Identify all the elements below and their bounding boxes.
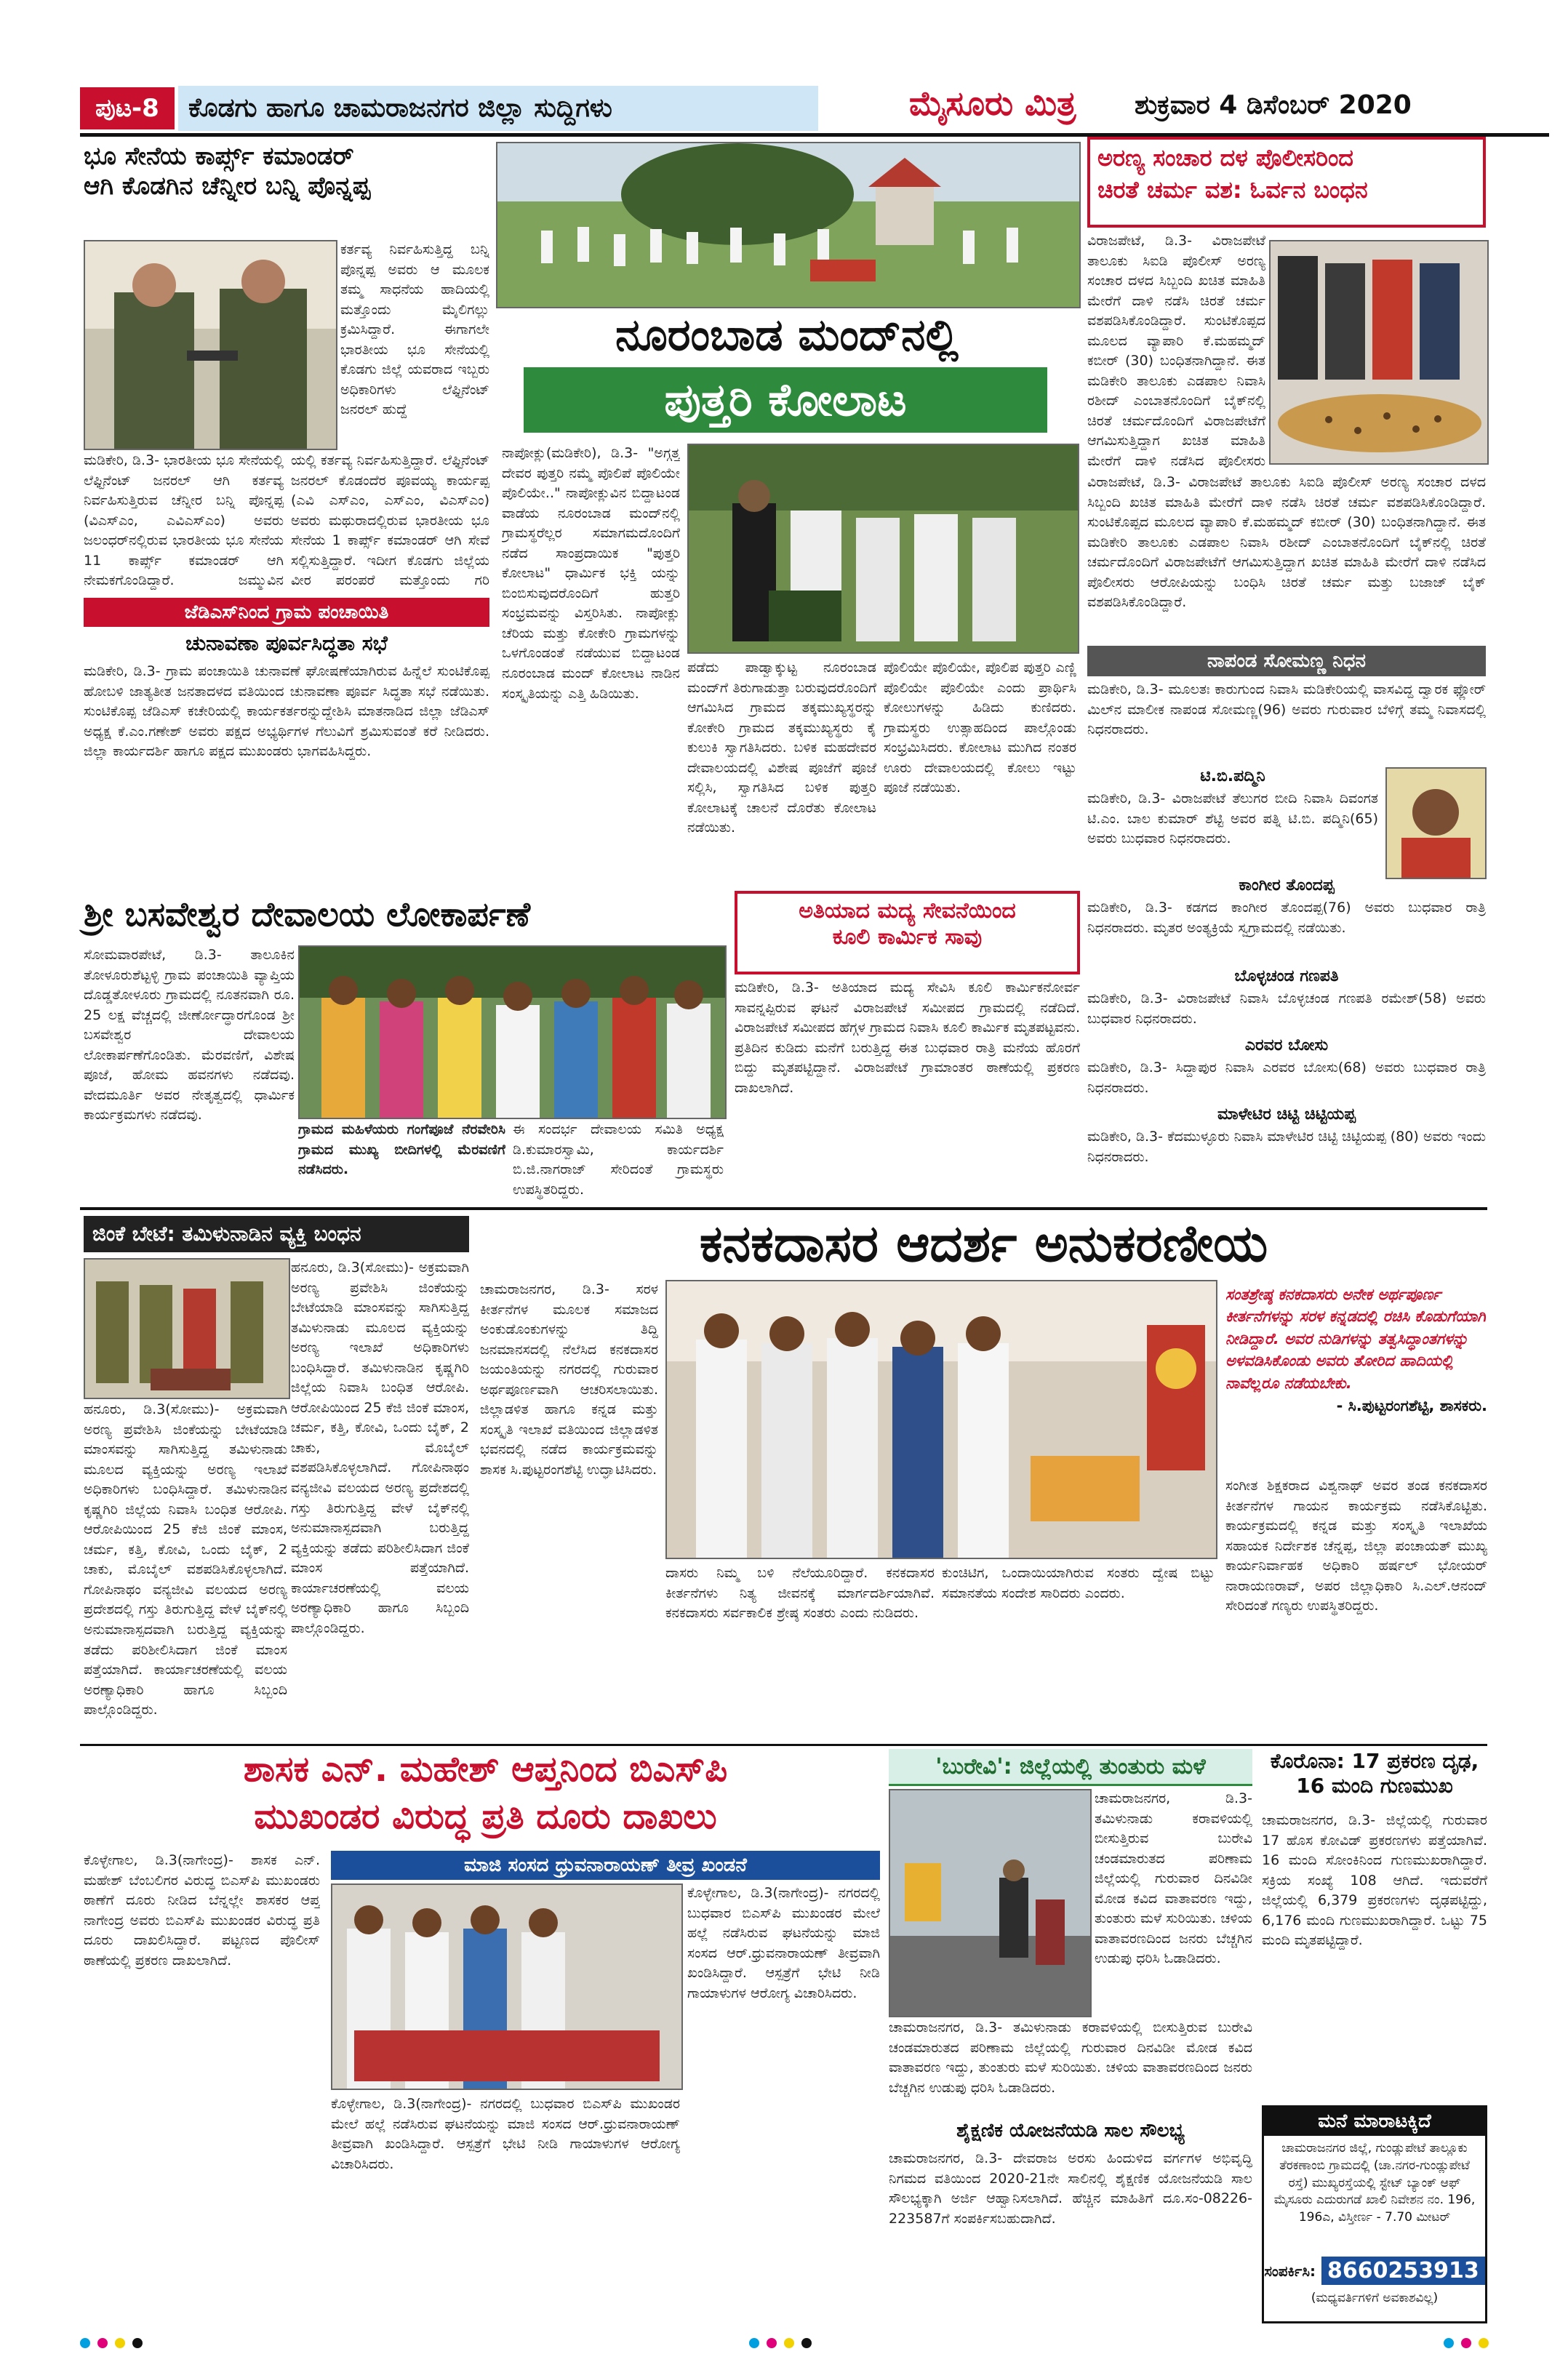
- yellow-dot: [1479, 2338, 1489, 2348]
- temple-headline: ಶ್ರೀ ಬಸವೇಶ್ವರ ದೇವಾಲಯ ಲೋಕಾರ್ಪಣೆ: [84, 894, 531, 934]
- deer-photo: [84, 1258, 290, 1399]
- panchayat-body: ಮಡಿಕೇರಿ, ಡಿ.3- ಗ್ರಾಮ ಪಂಚಾಯಿತಿ ಚುನಾವಣೆ ಘೋಷಣೆಯಾಗಿರುವ ಹಿನ್ನೆಲೆ ಸುಂಟಿಕೊಪ್ಪ ಹೋಬಳಿ ಜಾತ್ಯತೀತ ಜನತಾದಳದ ವತಿಯಿಂದ ಚುನಾವಣಾ ಪೂರ್ವ ಸಿದ್ಧತಾ ಸಭೆ ನಡೆಯಿತು. ಸುಂಟಿಕೊಪ್ಪ ಜೆಡಿಎಸ್ ಕಚೇರಿಯಲ್ಲಿ ಕಾರ್ಯಕರ್ತರನ್ನುದ್ದೇಶಿಸಿ ಮಾತನಾಡಿದ ಜಿಲ್ಲಾ ಜೆಡಿಎಸ್ ಅಧ್ಯಕ್ಷ ಕೆ.ಎಂ.ಗಣೇಶ್ ಅವರು ಪಕ್ಷದ ಅಭ್ಯರ್ಥಿಗಳ ಗೆಲುವಿಗೆ ಶ್ರಮಿಸುವಂತೆ ಕರೆ ನೀಡಿದರು. ಜಿಲ್ಲಾ ಕಾರ್ಯದರ್ಶಿ ಹಾಗೂ ಪಕ್ಷದ ಮುಖಂಡರು ಭಾಗವಹಿಸಿದ್ದರು.: [84, 663, 489, 760]
- magenta-dot: [767, 2338, 777, 2348]
- mahesh-sub-body-2: ಕೊಳ್ಳೇಗಾಲ, ಡಿ.3(ನಾಗೇಂದ್ರ)- ನಗರದಲ್ಲಿ ಬುಧವಾರ ಬಿಎಸ್‌ಪಿ ಮುಖಂಡರ ಮೇಲೆ ಹಲ್ಲೆ ನಡೆಸಿರುವ ಘಟನೆಯನ್ನು ಮಾಜಿ ಸಂಸದ ಆರ್.ಧ್ರುವನಾರಾಯಣ್ ತೀವ್ರವಾಗಿ ಖಂಡಿಸಿದ್ದಾರೆ. ಆಸ್ಪತ್ರೆಗೆ ಭೇಟಿ ನೀಡಿ ಗಾಯಾಳುಗಳ ಆರೋಗ್ಯ ವಿಚಾರಿಸಿದರು.: [331, 2096, 680, 2172]
- puttari-col1: ನಾಪೋಕ್ಲು(ಮಡಿಕೇರಿ), ಡಿ.3- "ಅಗ್ಗತ್ತ ದೇವರ ಪುತ್ತರಿ ನಮ್ಮೆ ಪೊಲಿಪೆ ಪೊಲಿಯೇ ಪೊಲಿಯೇ.." ನಾಪೋಕ್ಲುವಿನ ಬಿದ್ದಾಟಂಡ ವಾಡೆಯ ನೂರಂಬಾಡ ಮಂದ್‌ನಲ್ಲಿ ಗ್ರಾಮಸ್ಥರೆಲ್ಲರ ಸಮಾಗಮದೊಂದಿಗೆ ನಡೆದ ಸಾಂಪ್ರದಾಯಿಕ "ಪುತ್ತರಿ ಕೋಲಾಟ" ಧಾರ್ಮಿಕ ಭಕ್ತಿ ಯನ್ನು ಬಿಂಬಿಸುವುದರೊಂದಿಗೆ ಹುತ್ತರಿ ಸಂಭ್ರಮವನ್ನು ವಿಸ್ತರಿಸಿತು. ನಾಪೋಕ್ಲು ಚೆರಿಯ ಮತ್ತು ಕೋಕೇರಿ ಗ್ರಾಮಗಳನ್ನು ಒಳಗೊಂಡಂತೆ ನಡೆಯುವ ಬಿದ್ದಾಟಂಡ ನೂರಂಬಾಡ ಮಂದ್ ಕೋಲಾಟ ನಾಡಿನ ಸಂಸ್ಕೃತಿಯನ್ನು ಎತ್ತಿ ಹಿಡಿಯಿತು.: [502, 445, 680, 702]
- panchayat-kicker: ಜೆಡಿಎಸ್‌ನಿಂದ ಗ್ರಾಮ ಪಂಚಾಯಿತಿ: [84, 598, 489, 627]
- mahesh-sub-body: ಕೊಳ್ಳೇಗಾಲ, ಡಿ.3(ನಾಗೇಂದ್ರ)- ನಗರದಲ್ಲಿ ಬುಧವಾರ ಬಿಎಸ್‌ಪಿ ಮುಖಂಡರ ಮೇಲೆ ಹಲ್ಲೆ ನಡೆಸಿರುವ ಘಟನೆಯನ್ನು ಮಾಜಿ ಸಂಸದ ಆರ್.ಧ್ರುವನಾರಾಯಣ್ ತೀವ್ರವಾಗಿ ಖಂಡಿಸಿದ್ದಾರೆ. ಆಸ್ಪತ್ರೆಗೆ ಭೇಟಿ ನೀಡಿ ಗಾಯಾಳುಗಳ ಆರೋಗ್ಯ ವಿಚಾರಿಸಿದರು.: [687, 1885, 880, 2001]
- obit-name-bopasu: ಎರವರ ಬೋಸು: [1244, 1036, 1329, 1054]
- black-dot: [801, 2338, 812, 2348]
- kanakadasa-photo: [665, 1280, 1217, 1559]
- cyan-dot: [749, 2338, 759, 2348]
- leopard-body-a: ವಿರಾಜಪೇಟೆ, ಡಿ.3- ವಿರಾಜಪೇಟೆ ತಾಲೂಕು ಸಿಐಡಿ ಪೊಲೀಸ್ ಅರಣ್ಯ ಸಂಚಾರ ದಳದ ಸಿಬ್ಬಂದಿ ಖಚಿತ ಮಾಹಿತಿ ಮೇರೆಗೆ ದಾಳಿ ನಡೆಸಿ ಚಿರತೆ ಚರ್ಮ ವಶಪಡಿಸಿಕೊಂಡಿದ್ದಾರೆ. ಸುಂಟಿಕೊಪ್ಪದ ಮೂಲದ ವ್ಯಾಪಾರಿ ಕೆ.ಮಹಮ್ಮದ್ ಕಬೀರ್ (30) ಬಂಧಿತನಾಗಿದ್ದಾನೆ. ಈತ ಮಡಿಕೇರಿ ತಾಲೂಕು ಎಡಪಾಲ ನಿವಾಸಿ ರಶೀದ್ ಎಂಬಾತನೊಂದಿಗೆ ಬೈಕ್‌ನಲ್ಲಿ ಚಿರತೆ ಚರ್ಮದೊಂದಿಗೆ ವಿರಾಜಪೇಟೆಗೆ ಆಗಮಿಸುತ್ತಿದ್ದಾಗ ಖಚಿತ ಮಾಹಿತಿ ಮೇರೆಗೆ ದಾಳಿ ನಡೆಸಿದ ಪೊಲೀಸರು: [1087, 233, 1265, 470]
- ad-contact-label: ಸಂಪರ್ಕಿಸಿ:: [1264, 2262, 1316, 2280]
- deer-body-2: ಹನೂರು, ಡಿ.3(ಸೋಮು)- ಅಕ್ರಮವಾಗಿ ಅರಣ್ಯ ಪ್ರವೇಶಿಸಿ ಜಿಂಕೆಯನ್ನು ಬೇಟೆಯಾಡಿ ಮಾಂಸವನ್ನು ಸಾಗಿಸುತ್ತಿದ್ದ ತಮಿಳುನಾಡು ಮೂಲದ ವ್ಯಕ್ತಿಯನ್ನು ಅರಣ್ಯ ಇಲಾಖೆ ಅಧಿಕಾರಿಗಳು ಬಂಧಿಸಿದ್ದಾರೆ. ತಮಿಳುನಾಡಿನ ಕೃಷ್ಣಗಿರಿ ಜಿಲ್ಲೆಯ ನಿವಾಸಿ ಬಂಧಿತ ಆರೋಪಿ. ಆರೋಪಿಯಿಂದ 25 ಕೆಜಿ ಜಿಂಕೆ ಮಾಂಸ, ಚರ್ಮ, ಕತ್ತಿ, ಕೋವಿ, ಒಂದು ಬೈಕ್, 2 ಚಾಕು, ಮೊಬೈಲ್ ವಶಪಡಿಸಿಕೊಳ್ಳಲಾಗಿದೆ. ಗೋಪಿನಾಥಂ ವನ್ಯಜೀವಿ ವಲಯದ ಅರಣ್ಯ ಪ್ರದೇಶದಲ್ಲಿ ಗಸ್ತು ತಿರುಗುತ್ತಿದ್ದ ವೇಳೆ ಬೈಕ್‌ನಲ್ಲಿ ಅನುಮಾನಾಸ್ಪದವಾಗಿ ಬರುತ್ತಿದ್ದ ವ್ಯಕ್ತಿಯನ್ನು ತಡೆದು ಪರಿಶೀಲಿಸಿದಾಗ ಜಿಂಕೆ ಮಾಂಸ ಪತ್ತೆಯಾಗಿದೆ. ಕಾರ್ಯಾಚರಣೆಯಲ್ಲಿ ವಲಯ ಅರಣ್ಯಾಧಿಕಾರಿ ಹಾಗೂ ಸಿಬ್ಬಂದಿ ಪಾಲ್ಗೊಂಡಿದ್ದರು.: [84, 1401, 287, 1718]
- ad-body: ಚಾಮರಾಜನಗರ ಜಿಲ್ಲೆ, ಗುಂಡ್ಲುಪೇಟೆ ತಾಲ್ಲೂಕು ತೆರಕಣಾಂಬಿ ಗ್ರಾಮದಲ್ಲಿ (ಚಾ.ನಗರ-ಗುಂಡ್ಲುಪೇಟೆ ರಸ್ತೆ) ಮುಖ್ಯರಸ್ತೆಯಲ್ಲಿ ಸ್ಟೇಟ್ ಬ್ಯಾಂಕ್ ಆಫ್ ಮೈಸೂರು ಎದುರುಗಡೆ ಖಾಲಿ ನಿವೇಶನ ನಂ. 196, 196ಎ, ವಿಸ್ತೀರ್ಣ - 7.70 ಮೀಟರ್: [1273, 2141, 1476, 2225]
- registration-marks-left: [80, 2338, 143, 2348]
- masthead: ಮೈಸೂರು ಮಿತ್ರ: [909, 84, 1076, 123]
- puttari-photo-main: [496, 142, 1081, 308]
- deer-band: ಜಿಂಕೆ ಬೇಟೆ: ತಮಿಳುನಾಡಿನ ವ್ಯಕ್ತಿ ಬಂಧನ: [84, 1216, 469, 1252]
- burevi-photo: [889, 1789, 1092, 2017]
- leopard-photo: [1269, 240, 1489, 465]
- divider: [80, 1207, 1487, 1210]
- pull-quote-text: ಸಂತಶ್ರೇಷ್ಠ ಕನಕದಾಸರು ಅನೇಕ ಅರ್ಥಪೂರ್ಣ ಕೀರ್ತನೆಗಳನ್ನು ಸರಳ ಕನ್ನಡದಲ್ಲಿ ರಚಿಸಿ ಕೊಡುಗೆಯಾಗಿ ನೀಡಿದ್ದಾರೆ. ಅವರ ನುಡಿಗಳನ್ನು ತತ್ವಸಿದ್ಧಾಂತಗಳನ್ನು ಅಳವಡಿಸಿಕೊಂಡು ಅವರು ತೋರಿದ ಹಾದಿಯಲ್ಲಿ ನಾವೆಲ್ಲರೂ ನಡೆಯಬೇಕು.: [1225, 1286, 1486, 1392]
- obit-portrait: [1385, 767, 1487, 879]
- general-photo: [84, 240, 337, 450]
- yellow-dot: [784, 2338, 794, 2348]
- obit-padmini: ಮಡಿಕೇರಿ, ಡಿ.3- ವಿರಾಜಪೇಟೆ ತೆಲುಗರ ಬೀದಿ ನಿವಾಸಿ ದಿವಂಗತ ಟಿ.ಎಂ. ಬಾಲ ಕುಮಾರ್ ಶೆಟ್ಟಿ ಅವರ ಪತ್ನಿ ಟಿ.ಬಿ. ಪದ್ಮಿನಿ(65) ಅವರು ಬುಧವಾರ ನಿಧನರಾದರು.: [1087, 790, 1378, 847]
- ad-note: (ಮಧ್ಯವರ್ತಿಗಳಿಗೆ ಅವಕಾಶವಿಲ್ಲ): [1311, 2291, 1439, 2305]
- kanakadasa-col2: ದಾಸರು ನಿಮ್ಮ ಬಳಿ ನೆಲೆಯೂರಿದ್ದಾರೆ. ಕನಕದಾಸರ ಕೀರ್ತನೆಗಳು ನಿತ್ಯ ಜೀವನಕ್ಕೆ ಮಾರ್ಗದರ್ಶಿಯಾಗಿವೆ. ಕನಕದಾಸರು ಸರ್ವಕಾಲಿಕ ಶ್ರೇಷ್ಠ ಸಂತರು ಎಂದು ನುಡಿದರು.: [665, 1565, 935, 1622]
- obit-somanna: ಮಡಿಕೇರಿ, ಡಿ.3- ಮೂಲತಃ ಕಾರುಗುಂದ ನಿವಾಸಿ ಮಡಿಕೇರಿಯಲ್ಲಿ ವಾಸವಿದ್ದ ದ್ವಾರಕ ಫ್ಲೋರ್ ಮಿಲ್‌ನ ಮಾಲೀಕ ನಾಪಂಡ ಸೋಮಣ್ಣ(96) ಅವರು ಗುರುವಾರ ಬೆಳಿಗ್ಗೆ ತಮ್ಮ ನಿವಾಸದಲ್ಲಿ ನಿಧನರಾದರು.: [1087, 681, 1486, 738]
- obit-bopasu: ಮಡಿಕೇರಿ, ಡಿ.3- ಸಿದ್ದಾಪುರ ನಿವಾಸಿ ಎರವರ ಬೋಸು(68) ಅವರು ಬುಧವಾರ ರಾತ್ರಿ ನಿಧನರಾದರು.: [1087, 1060, 1486, 1096]
- labourer-body: ಮಡಿಕೇರಿ, ಡಿ.3- ಅತಿಯಾದ ಮದ್ಯ ಸೇವಿಸಿ ಕೂಲಿ ಕಾರ್ಮಿಕನೋರ್ವ ಸಾವನ್ನಪ್ಪಿರುವ ಘಟನೆ ವಿರಾಜಪೇಟೆ ಸಮೀಪದ ಗ್ರಾಮದಲ್ಲಿ ನಡೆದಿದೆ. ವಿರಾಜಪೇಟೆ ಸಮೀಪದ ಹೆಗ್ಗಳ ಗ್ರಾಮದ ನಿವಾಸಿ ಕೂಲಿ ಕಾರ್ಮಿಕ ಮೃತಪಟ್ಟವನು. ಪ್ರತಿದಿನ ಕುಡಿದು ಮನೆಗೆ ಬರುತ್ತಿದ್ದ ಈತ ಬುಧವಾರ ರಾತ್ರಿ ಮನೆಯ ಹೊರಗೆ ಬಿದ್ದು ಮೃತಪಟ್ಟಿದ್ದಾನೆ. ವಿರಾಜಪೇಟೆ ಗ್ರಾಮಾಂತರ ಠಾಣೆಯಲ್ಲಿ ಪ್ರಕರಣ ದಾಖಲಾಗಿದೆ.: [735, 980, 1080, 1096]
- puttari-photo-2: [687, 444, 1079, 654]
- burevi-body-2: ಚಾಮರಾಜನಗರ, ಡಿ.3- ತಮಿಳುನಾಡು ಕರಾವಳಿಯಲ್ಲಿ ಬೀಸುತ್ತಿರುವ ಬುರೇವಿ ಚಂಡಮಾರುತದ ಪರಿಣಾಮ ಜಿಲ್ಲೆಯಲ್ಲಿ ಗುರುವಾರ ದಿನವಿಡೀ ಮೋಡ ಕವಿದ ವಾತಾವರಣ ಇದ್ದು, ತುಂತುರು ಮಳೆ ಸುರಿಯಿತು. ಚಳಿಯ ವಾತಾವರಣದಿಂದ ಜನರು ಬೆಚ್ಚಗಿನ ಉಡುಪು ಧರಿಸಿ ಓಡಾಡಿದರು.: [889, 2019, 1252, 2096]
- obit-name-chittiyappa: ಮಾಳೇಟಿರ ಚಿಟ್ಟಿ ಚಿಟ್ಟಿಯಪ್ಪ: [1217, 1105, 1356, 1124]
- mahesh-headline-1: ಶಾಸಕ ಎನ್. ಮಹೇಶ್ ಆಪ್ತನಿಂದ ಬಿಎಸ್‌ಪಿ: [243, 1749, 728, 1790]
- mahesh-sub-band: ಮಾಜಿ ಸಂಸದ ಧ್ರುವನಾರಾಯಣ್ ತೀವ್ರ ಖಂಡನೆ: [331, 1851, 880, 1880]
- obit-name-ganapathi: ಬೊಳ್ಳಚಂಡ ಗಣಪತಿ: [1234, 967, 1339, 985]
- temple-photo: [298, 945, 727, 1119]
- kanakadasa-pull-quote: [1225, 1284, 1487, 1473]
- temple-caption: ಗ್ರಾಮದ ಮಹಿಳೆಯರು ಗಂಗೆಪೂಜೆ ನೆರವೇರಿಸಿ ಗ್ರಾಮದ ಮುಖ್ಯ ಬೀದಿಗಳಲ್ಲಿ ಮೆರವಣಿಗೆ ನಡೆಸಿದರು.: [298, 1121, 505, 1178]
- obit-chittiyappa: ಮಡಿಕೇರಿ, ಡಿ.3- ಕೆದಮುಳ್ಳೂರು ನಿವಾಸಿ ಮಾಳೇಟಿರ ಚಿಟ್ಟಿ ಚಿಟ್ಟಿಯಪ್ಪ (80) ಅವರು ಇಂದು ನಿಧನರಾದರು.: [1087, 1129, 1486, 1165]
- general-body-mid: ಯಲ್ಲಿ ಕರ್ತವ್ಯ ನಿರ್ವಹಿಸುತ್ತಿದ್ದಾರೆ. ಲೆಫ್ಟಿನೆಂಟ್ ಜನರಲ್ ಕೊಡಂದೆರ ಪೂವಯ್ಯ ಕಾರ್ಯಪ್ಪ (ಎವಿ ಎಸ್‌ಎಂ, ಎಸ್‌ಎಂ, ವಿಎಸ್‌ಎಂ) ಅವರು ಮಥುರಾದಲ್ಲಿರುವ ಭಾರತೀಯ ಭೂ ಸೇನೆಯ 1 ಕಾರ್ಪ್ಸ್ ಕಮಾಂಡರ್ ಆಗಿ ಸೇವೆ ಸಲ್ಲಿಸುತ್ತಿದ್ದಾರೆ. ಇದೀಗ ಕೊಡಗು ಜಿಲ್ಲೆಯ ವೀರ ಪರಂಪರೆ ಮತ್ತೊಂದು ಗರಿ: [291, 452, 489, 589]
- kanakadasa-col1: ಚಾಮರಾಜನಗರ, ಡಿ.3- ಸರಳ ಕೀರ್ತನೆಗಳ ಮೂಲಕ ಸಮಾಜದ ಅಂಕುಡೊಂಕುಗಳನ್ನು ತಿದ್ದಿ ಜನಮಾನಸದಲ್ಲಿ ನೆಲೆಸಿದ ಕನಕದಾಸರ ಜಯಂತಿಯನ್ನು ನಗರದಲ್ಲಿ ಗುರುವಾರ ಅರ್ಥಪೂರ್ಣವಾಗಿ ಆಚರಿಸಲಾಯಿತು. ಜಿಲ್ಲಾಡಳಿತ ಹಾಗೂ ಕನ್ನಡ ಮತ್ತು ಸಂಸ್ಕೃತಿ ಇಲಾಖೆ ವತಿಯಿಂದ ಜಿಲ್ಲಾಡಳಿತ ಭವನದಲ್ಲಿ ನಡೆದ ಕಾರ್ಯಕ್ರಮವನ್ನು ಶಾಸಕ ಸಿ.ಪುಟ್ಟರಂಗಶೆಟ್ಟಿ ಉದ್ಘಾಟಿಸಿದರು.: [480, 1281, 658, 1478]
- magenta-dot: [97, 2338, 108, 2348]
- ad-phone: 8660253913: [1321, 2257, 1485, 2285]
- puttari-col3: ಪೊಲಿಯೇ ಪೊಲಿಯೇ, ಪೊಲಿಪ ಪುತ್ತರಿ ಎಣ್ಣಿ ಪೊಲಿಯೇ ಪೊಲಿಯೇ ಎಂದು ಪ್ರಾರ್ಥಿಸಿ ಕೋಲುಗಳನ್ನು ಹಿಡಿದು ಕುಣಿದರು. ಗ್ರಾಮಸ್ಥರು ಉತ್ಸಾಹದಿಂದ ಪಾಲ್ಗೊಂಡು ಸಂಭ್ರಮಿಸಿದರು. ಕೋಲಾಟ ಮುಗಿದ ನಂತರ ಊರು ದೇವಾಲಯದಲ್ಲಿ ಕೋಲು ಇಟ್ಟು ಪೂಜೆ ನಡೆಯಿತು.: [884, 660, 1076, 796]
- puttari-headline-1: ನೂರಂಬಾಡ ಮಂದ್‌ನಲ್ಲಿ: [615, 310, 959, 361]
- puttari-headline-2: ಪುತ್ತರಿ ಕೋಲಾಟ: [524, 367, 1047, 433]
- deer-body: ಹನೂರು, ಡಿ.3(ಸೋಮು)- ಅಕ್ರಮವಾಗಿ ಅರಣ್ಯ ಪ್ರವೇಶಿಸಿ ಜಿಂಕೆಯನ್ನು ಬೇಟೆಯಾಡಿ ಮಾಂಸವನ್ನು ಸಾಗಿಸುತ್ತಿದ್ದ ತಮಿಳುನಾಡು ಮೂಲದ ವ್ಯಕ್ತಿಯನ್ನು ಅರಣ್ಯ ಇಲಾಖೆ ಅಧಿಕಾರಿಗಳು ಬಂಧಿಸಿದ್ದಾರೆ. ತಮಿಳುನಾಡಿನ ಕೃಷ್ಣಗಿರಿ ಜಿಲ್ಲೆಯ ನಿವಾಸಿ ಬಂಧಿತ ಆರೋಪಿ. ಆರೋಪಿಯಿಂದ 25 ಕೆಜಿ ಜಿಂಕೆ ಮಾಂಸ, ಚರ್ಮ, ಕತ್ತಿ, ಕೋವಿ, ಒಂದು ಬೈಕ್, 2 ಚಾಕು, ಮೊಬೈಲ್ ವಶಪಡಿಸಿಕೊಳ್ಳಲಾಗಿದೆ. ಗೋಪಿನಾಥಂ ವನ್ಯಜೀವಿ ವಲಯದ ಅರಣ್ಯ ಪ್ರದೇಶದಲ್ಲಿ ಗಸ್ತು ತಿರುಗುತ್ತಿದ್ದ ವೇಳೆ ಬೈಕ್‌ನಲ್ಲಿ ಅನುಮಾನಾಸ್ಪದವಾಗಿ ಬರುತ್ತಿದ್ದ ವ್ಯಕ್ತಿಯನ್ನು ತಡೆದು ಪರಿಶೀಲಿಸಿದಾಗ ಜಿಂಕೆ ಮಾಂಸ ಪತ್ತೆಯಾಗಿದೆ. ಕಾರ್ಯಾಚರಣೆಯಲ್ಲಿ ವಲಯ ಅರಣ್ಯಾಧಿಕಾರಿ ಹಾಗೂ ಸಿಬ್ಬಂದಿ ಪಾಲ್ಗೊಂಡಿದ್ದರು.: [291, 1260, 469, 1636]
- leopard-body-b: ವಿರಾಜಪೇಟೆ, ಡಿ.3- ವಿರಾಜಪೇಟೆ ತಾಲೂಕು ಸಿಐಡಿ ಪೊಲೀಸ್ ಅರಣ್ಯ ಸಂಚಾರ ದಳದ ಸಿಬ್ಬಂದಿ ಖಚಿತ ಮಾಹಿತಿ ಮೇರೆಗೆ ದಾಳಿ ನಡೆಸಿ ಚಿರತೆ ಚರ್ಮ ವಶಪಡಿಸಿಕೊಂಡಿದ್ದಾರೆ. ಸುಂಟಿಕೊಪ್ಪದ ಮೂಲದ ವ್ಯಾಪಾರಿ ಕೆ.ಮಹಮ್ಮದ್ ಕಬೀರ್ (30) ಬಂಧಿತನಾಗಿದ್ದಾನೆ. ಈತ ಮಡಿಕೇರಿ ತಾಲೂಕು ಎಡಪಾಲ ನಿವಾಸಿ ರಶೀದ್ ಎಂಬಾತನೊಂದಿಗೆ ಬೈಕ್‌ನಲ್ಲಿ ಚಿರತೆ ಚರ್ಮದೊಂದಿಗೆ ವಿರಾಜಪೇಟೆಗೆ ಆಗಮಿಸುತ್ತಿದ್ದಾಗ ಖಚಿತ ಮಾಹಿತಿ ಮೇರೆಗೆ ದಾಳಿ ನಡೆಸಿದ ಪೊಲೀಸರು ಆರೋಪಿಯನ್ನು ಬಂಧಿಸಿ ಚಿರತೆ ಚರ್ಮ ಮತ್ತು ಬಜಾಜ್ ಬೈಕ್ ವಶಪಡಿಸಿಕೊಂಡಿದ್ದಾರೆ.: [1087, 474, 1486, 611]
- corona-headline: ಕೊರೊನಾ: 17 ಪ್ರಕರಣ ದೃಢ, 16 ಮಂದಿ ಗುಣಮುಖ: [1270, 1749, 1479, 1798]
- temple-body-2: ಈ ಸಂದರ್ಭ ದೇವಾಲಯ ಸಮಿತಿ ಅಧ್ಯಕ್ಷ ಡಿ.ಕುಮಾರಸ್ವಾಮಿ, ಕಾರ್ಯದರ್ಶಿ ಬಿ.ಜಿ.ನಾಗರಾಜ್ ಸೇರಿದಂತೆ ಗ್ರಾಮಸ್ಥರು ಉಪಸ್ಥಿತರಿದ್ದರು.: [513, 1121, 724, 1198]
- obit-name-padmini: ಟಿ.ಬಿ.ಪದ್ಮಿನಿ: [1200, 767, 1265, 785]
- general-body-right: ಕರ್ತವ್ಯ ನಿರ್ವಹಿಸುತ್ತಿದ್ದ ಬನ್ನಿ ಪೊನ್ನಪ್ಪ ಅವರು ಆ ಮೂಲಕ ತಮ್ಮ ಸಾಧನೆಯ ಹಾದಿಯಲ್ಲಿ ಮತ್ತೊಂದು ಮೈಲಿಗಲ್ಲು ಕ್ರಮಿಸಿದ್ದಾರೆ. ಈಗಾಗಲೇ ಭಾರತೀಯ ಭೂ ಸೇನೆಯಲ್ಲಿ ಕೊಡಗು ಜಿಲ್ಲೆ ಯವರಾದ ಇಬ್ಬರು ಅಧಿಕಾರಿಗಳು ಲೆಫ್ಟಿನೆಂಟ್ ಜನರಲ್ ಹುದ್ದೆ: [340, 241, 489, 418]
- leopard-headline-box: ಅರಣ್ಯ ಸಂಚಾರ ದಳ ಪೊಲೀಸರಿಂದ ಚಿರತೆ ಚರ್ಮ ವಶ: ಓರ್ವನ ಬಂಧನ: [1087, 137, 1486, 228]
- mahesh-photo: [331, 1883, 683, 2090]
- scheme-subhead: ಶೈಕ್ಷಣಿಕ ಯೋಜನೆಯಡಿ ಸಾಲ ಸೌಲಭ್ಯ: [956, 2120, 1185, 2142]
- yellow-dot: [115, 2338, 125, 2348]
- obit-thondappa: ಮಡಿಕೇರಿ, ಡಿ.3- ಕಡಗದ ಕಾಂಗೀರ ತೊಂದಪ್ಪ(76) ಅವರು ಬುಧವಾರ ರಾತ್ರಿ ನಿಧನರಾದರು. ಮೃತರ ಅಂತ್ಯಕ್ರಿಯೆ ಸ್ವಗ್ರಾಮದಲ್ಲಿ ನಡೆಯಿತು.: [1087, 900, 1486, 936]
- cyan-dot: [1444, 2338, 1454, 2348]
- corona-body: ಚಾಮರಾಜನಗರ, ಡಿ.3- ಜಿಲ್ಲೆಯಲ್ಲಿ ಗುರುವಾರ 17 ಹೊಸ ಕೋವಿಡ್ ಪ್ರಕರಣಗಳು ಪತ್ತೆಯಾಗಿವೆ. 16 ಮಂದಿ ಸೋಂಕಿನಿಂದ ಗುಣಮುಖರಾಗಿದ್ದಾರೆ. ಸಕ್ರಿಯ ಸಂಖ್ಯೆ 108 ಆಗಿದೆ. ಇದುವರೆಗೆ ಜಿಲ್ಲೆಯಲ್ಲಿ 6,379 ಪ್ರಕರಣಗಳು ದೃಢಪಟ್ಟಿದ್ದು, 6,176 ಮಂದಿ ಗುಣಮುಖರಾಗಿದ್ದಾರೆ. ಒಟ್ಟು 75 ಮಂದಿ ಮೃತಪಟ್ಟಿದ್ದಾರೆ.: [1262, 1812, 1487, 1949]
- kanakadasa-headline: ಕನಕದಾಸರ ಆದರ್ಶ ಅನುಕರಣೀಯ: [699, 1214, 1268, 1273]
- cyan-dot: [80, 2338, 90, 2348]
- puttari-col2: ಪಡೆದು ಪಾಡ್ವಾಕ್ಕುಟ್ಟ ನೂರಂಬಾಡ ಮಂದ್‌ಗೆ ತಿರುಗಾಡುತ್ತಾ ಬರುವುದರೊಂದಿಗೆ ಆಗಮಿಸಿದ ಗ್ರಾಮದ ತಕ್ಕಮುಖ್ಯಸ್ಥರನ್ನು ಕೋಕೇರಿ ಗ್ರಾಮದ ತಕ್ಕಮುಖ್ಯಸ್ಥರು ಕೈ ಕುಲುಕಿ ಸ್ವಾಗತಿಸಿದರು. ಬಳಿಕ ಮಹದೇವರ ದೇವಾಲಯದಲ್ಲಿ ವಿಶೇಷ ಪೂಜೆಗೆ ಪೂಜೆ ಸಲ್ಲಿಸಿ, ಸ್ವಾಗತಿಸಿದ ಬಳಿಕ ಪುತ್ತರಿ ಕೋಲಾಟಕ್ಕೆ ಚಾಲನೆ ದೊರೆತು ಕೋಲಾಟ ನಡೆಯಿತು.: [687, 660, 876, 836]
- classified-ad: [1262, 2105, 1487, 2323]
- burevi-body: ಚಾಮರಾಜನಗರ, ಡಿ.3- ತಮಿಳುನಾಡು ಕರಾವಳಿಯಲ್ಲಿ ಬೀಸುತ್ತಿರುವ ಬುರೇವಿ ಚಂಡಮಾರುತದ ಪರಿಣಾಮ ಜಿಲ್ಲೆಯಲ್ಲಿ ಗುರುವಾರ ದಿನವಿಡೀ ಮೋಡ ಕವಿದ ವಾತಾವರಣ ಇದ್ದು, ತುಂತುರು ಮಳೆ ಸುರಿಯಿತು. ಚಳಿಯ ವಾತಾವರಣದಿಂದ ಜನರು ಬೆಚ್ಚಗಿನ ಉಡುಪು ಧರಿಸಿ ಓಡಾಡಿದರು.: [1095, 1790, 1252, 1967]
- temple-body: ಸೋಮವಾರಪೇಟೆ, ಡಿ.3- ತಾಲೂಕಿನ ತೋಳೂರುಶೆಟ್ಟಳ್ಳಿ ಗ್ರಾಮ ಪಂಚಾಯಿತಿ ವ್ಯಾಪ್ತಿಯ ದೊಡ್ಡತೋಳೂರು ಗ್ರಾಮದಲ್ಲಿ ನೂತನವಾಗಿ ರೂ. 25 ಲಕ್ಷ ವೆಚ್ಚದಲ್ಲಿ ಜೀರ್ಣೋದ್ಧಾರಗೊಂಡ ಶ್ರೀ ಬಸವೇಶ್ವರ ದೇವಾಲಯ ಲೋಕಾರ್ಪಣೆಗೊಂಡಿತು. ಮೆರವಣಿಗೆ, ವಿಶೇಷ ಪೂಜೆ, ಹೋಮ ಹವನಗಳು ನಡೆದವು. ವೇದಮೂರ್ತಿ ಅವರ ನೇತೃತ್ವದಲ್ಲಿ ಧಾರ್ಮಿಕ ಕಾರ್ಯಕ್ರಮಗಳು ನಡೆದವು.: [84, 947, 295, 1124]
- magenta-dot: [1461, 2338, 1471, 2348]
- obituary-band: ನಾಪಂಡ ಸೋಮಣ್ಣ ನಿಧನ: [1087, 646, 1486, 676]
- divider: [80, 1744, 1487, 1746]
- mahesh-body: ಕೊಳ್ಳೇಗಾಲ, ಡಿ.3(ನಾಗೇಂದ್ರ)- ಶಾಸಕ ಎನ್. ಮಹೇಶ್ ಬೆಂಬಲಿಗರ ವಿರುದ್ಧ ಬಿಎಸ್‌ಪಿ ಮುಖಂಡರು ಠಾಣೆಗೆ ದೂರು ನೀಡಿದ ಬೆನ್ನಲ್ಲೇ ಶಾಸಕರ ಆಪ್ತ ನಾಗೇಂದ್ರ ಅವರು ಬಿಎಸ್‌ಪಿ ಮುಖಂಡರ ವಿರುದ್ಧ ಪ್ರತಿ ದೂರು ದಾಖಲಿಸಿದ್ದಾರೆ. ಪಟ್ಟಣದ ಪೊಲೀಸ್ ಠಾಣೆಯಲ್ಲಿ ಪ್ರಕರಣ ದಾಖಲಾಗಿದೆ.: [84, 1852, 320, 1969]
- issue-date: ಶುಕ್ರವಾರ 4 ಡಿಸೆಂಬರ್ 2020: [1135, 90, 1412, 120]
- kanakadasa-col4: ಸಂಗೀತ ಶಿಕ್ಷಕರಾದ ವಿಶ್ವನಾಥ್ ಅವರ ತಂಡ ಕನಕದಾಸರ ಕೀರ್ತನೆಗಳ ಗಾಯನ ಕಾರ್ಯಕ್ರಮ ನಡೆಸಿಕೊಟ್ಟಿತು. ಕಾರ್ಯಕ್ರಮದಲ್ಲಿ ಕನ್ನಡ ಮತ್ತು ಸಂಸ್ಕೃತಿ ಇಲಾಖೆಯ ಸಹಾಯಕ ನಿರ್ದೇಶಕ ಚೆನ್ನಪ್ಪ, ಜಿಲ್ಲಾ ಪಂಚಾಯತ್ ಮುಖ್ಯ ಕಾರ್ಯನಿರ್ವಾಹಕ ಅಧಿಕಾರಿ ಹರ್ಷಲ್ ಭೋಯರ್ ನಾರಾಯಣರಾವ್, ಅಪರ ಜಿಲ್ಲಾಧಿಕಾರಿ ಸಿ.ಎಲ್.ಆನಂದ್ ಸೇರಿದಂತೆ ಗಣ್ಯರು ಉಪಸ್ಥಿತರಿದ್ದರು.: [1225, 1478, 1487, 1614]
- general-body-left: ಮಡಿಕೇರಿ, ಡಿ.3- ಭಾರತೀಯ ಭೂ ಸೇನೆಯಲ್ಲಿ ಲೆಫ್ಟಿನೆಂಟ್ ಜನರಲ್ ಆಗಿ ಕರ್ತವ್ಯ ನಿರ್ವಹಿಸುತ್ತಿರುವ ಚೆನ್ನೀರ ಬನ್ನಿ ಪೊನ್ನಪ್ಪ (ವಿಎಸ್‌ಎಂ, ಎವಿಎಸ್‌ಎಂ) ಅವರು ಜಲಂಧರ್‌ನಲ್ಲಿರುವ ಭಾರತೀಯ ಭೂ ಸೇನೆಯ 11 ಕಾರ್ಪ್ಸ್ ಕಮಾಂಡರ್ ಆಗಿ ನೇಮಕಗೊಂಡಿದ್ದಾರೆ. ಜಮ್ಮುವಿನ: [84, 452, 284, 589]
- obit-ganapathi: ಮಡಿಕೇರಿ, ಡಿ.3- ವಿರಾಜಪೇಟೆ ನಿವಾಸಿ ಬೊಳ್ಳಚಂಡ ಗಣಪತಿ ರಮೇಶ್(58) ಅವರು ಬುಧವಾರ ನಿಧನರಾದರು.: [1087, 990, 1486, 1027]
- section-title: ಕೊಡಗು ಹಾಗೂ ಚಾಮರಾಜನಗರ ಜಿಲ್ಲಾ ಸುದ್ದಿಗಳು: [178, 86, 818, 131]
- panchayat-headline: ಚುನಾವಣಾ ಪೂರ್ವಸಿದ್ಧತಾ ಸಭೆ: [185, 631, 388, 655]
- registration-marks-center: [749, 2338, 812, 2348]
- scheme-body: ಚಾಮರಾಜನಗರ, ಡಿ.3- ದೇವರಾಜ ಅರಸು ಹಿಂದುಳಿದ ವರ್ಗಗಳ ಅಭಿವೃದ್ಧಿ ನಿಗಮದ ವತಿಯಿಂದ 2020-21ನೇ ಸಾಲಿನಲ್ಲಿ ಶೈಕ್ಷಣಿಕ ಯೋಜನೆಯಡಿ ಸಾಲ ಸೌಲಭ್ಯಕ್ಕಾಗಿ ಅರ್ಜಿ ಆಹ್ವಾನಿಸಲಾಗಿದೆ. ಹೆಚ್ಚಿನ ಮಾಹಿತಿಗೆ ದೂ.ಸಂ-08226-223587ಗೆ ಸಂಪರ್ಕಿಸಬಹುದಾಗಿದೆ.: [889, 2150, 1252, 2227]
- kanakadasa-col3: ಕುಂಚಿಟಿಗ, ಒಂದಾಯಿಯಾಗಿರುವ ಸಂತರು ದ್ವೇಷ ಬಿಟ್ಟು ಸಮಾನತೆಯ ಸಂದೇಶ ಸಾರಿದರು ಎಂದರು.: [942, 1565, 1215, 1601]
- ad-title: ಮನೆ ಮಾರಾಟಕ್ಕಿದೆ: [1264, 2107, 1485, 2136]
- pull-quote-attribution: - ಸಿ.ಪುಟ್ಟರಂಗಶೆಟ್ಟಿ, ಶಾಸಕರು.: [1336, 1397, 1487, 1415]
- black-dot: [132, 2338, 143, 2348]
- obit-name-thondappa: ಕಾಂಗೀರ ತೊಂದಪ್ಪ: [1239, 876, 1335, 894]
- labourer-headline-box: ಅತಿಯಾದ ಮದ್ಯ ಸೇವನೆಯಿಂದ ಕೂಲಿ ಕಾರ್ಮಿಕ ಸಾವು: [735, 891, 1080, 974]
- burevi-band: 'ಬುರೇವಿ': ಜಿಲ್ಲೆಯಲ್ಲಿ ತುಂತುರು ಮಳೆ: [889, 1749, 1252, 1786]
- mahesh-headline-2: ಮುಖಂಡರ ವಿರುದ್ಧ ಪ್ರತಿ ದೂರು ದಾಖಲು: [254, 1796, 717, 1837]
- general-headline: ಭೂ ಸೇನೆಯ ಕಾರ್ಪ್ಸ್ ಕಮಾಂಡರ್ ಆಗಿ ಕೊಡಗಿನ ಚೆನ್ನೀರ ಬನ್ನಿ ಪೊನ್ನಪ್ಪ: [84, 142, 371, 201]
- page-number: ಪುಟ-8: [80, 87, 175, 129]
- registration-marks-right: [1444, 2338, 1489, 2348]
